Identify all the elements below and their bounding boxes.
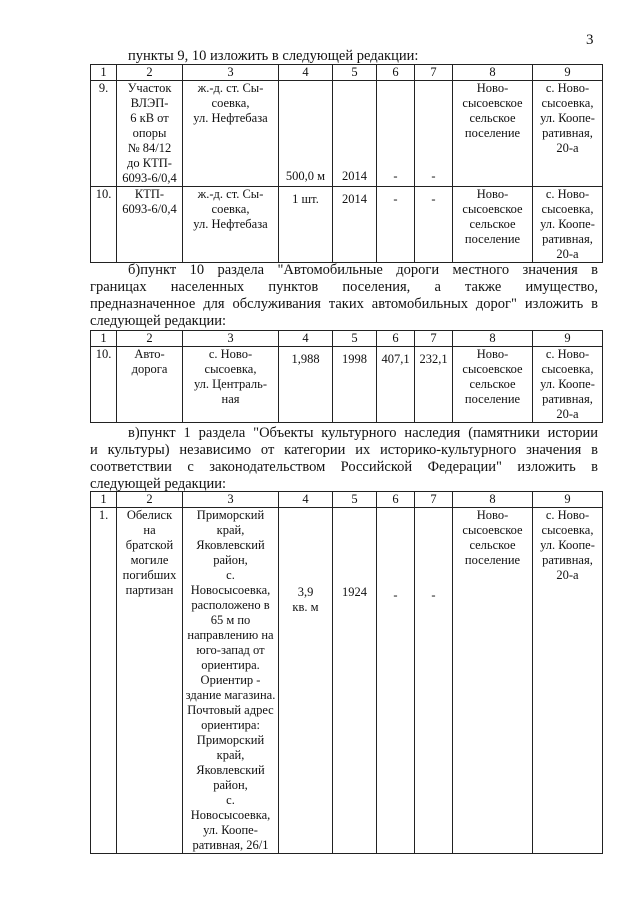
cell-col7: - [415, 187, 453, 263]
cell-address: с. Ново- сысоевка, ул. Коопе- ративная, 20-а [533, 81, 603, 187]
col-header: 9 [533, 65, 603, 81]
cell-owner: Ново- сысоевское сельское поселение [453, 508, 533, 854]
cell-col6: - [377, 187, 415, 263]
col-header: 5 [333, 492, 377, 508]
col-header: 8 [453, 492, 533, 508]
cell-length: 1,988 [279, 347, 333, 423]
cell-address: с. Ново- сысоевка, ул. Коопе- ративная, 20-а [533, 187, 603, 263]
paragraph-b-line: границах населенных пунктов поселения, а также имущество, [90, 279, 598, 295]
table-header-row [91, 492, 603, 508]
paragraph-v-line: в)пункт 1 раздела "Объекты культурного наследия (памятники истории [128, 425, 598, 441]
cell-quantity: 500,0 м [279, 81, 333, 187]
col-header: 6 [377, 331, 415, 347]
paragraph-v-line: соответствии с законодательством Российской Федерации" изложить в [90, 459, 598, 475]
table-roads [90, 330, 603, 423]
page-number: 3 [586, 32, 594, 48]
col-header: 6 [377, 65, 415, 81]
col-header: 7 [415, 65, 453, 81]
cell-area: 3,9 кв. м [279, 508, 333, 854]
paragraph-b-line: предназначенное для обслуживания таких автомобильных дорог" изложить в [90, 296, 598, 312]
cell-num: 1. [91, 508, 117, 854]
table-header-row [91, 331, 603, 347]
cell-location: Приморский край, Яковлевский район, с. Новосысоевка, расположено в 65 м по направлению на юго-запад от ориентира. Ориентир - здание магазина. Почтовый адрес ориентира: Приморский край, Яковлевский район, с. Новосысоевка, ул. Коопе- ративная, 26/1 [183, 508, 279, 854]
cell-owner: Ново- сысоевское сельское поселение [453, 81, 533, 187]
cell-address: с. Ново- сысоевка, ул. Коопе- ративная, 20-а [533, 508, 603, 854]
col-header: 3 [183, 492, 279, 508]
col-header: 8 [453, 331, 533, 347]
cell-col7: - [415, 81, 453, 187]
col-header: 2 [117, 331, 183, 347]
cell-quantity: 1 шт. [279, 187, 333, 263]
paragraph-v-line: следующей редакции: [90, 476, 227, 492]
cell-location: с. Ново- сысоевка, ул. Централь- ная [183, 347, 279, 423]
cell-address: с. Ново- сысоевка, ул. Коопе- ративная, 20-а [533, 347, 603, 423]
col-header: 2 [117, 65, 183, 81]
col-header: 7 [415, 331, 453, 347]
col-header: 6 [377, 492, 415, 508]
paragraph-v-line: и культуры) независимо от категории их историко-культурного значения в [90, 442, 598, 458]
col-header: 9 [533, 331, 603, 347]
paragraph-b-line: б)пункт 10 раздела "Автомобильные дороги местного значения в [128, 262, 598, 278]
cell-col7: 232,1 [415, 347, 453, 423]
table-header-row [91, 65, 603, 81]
cell-year: 1998 [333, 347, 377, 423]
col-header: 1 [91, 331, 117, 347]
cell-name: Обелиск на братской могиле погибших партизан [117, 508, 183, 854]
col-header: 5 [333, 65, 377, 81]
col-header: 2 [117, 492, 183, 508]
intro-text-a: пункты 9, 10 изложить в следующей редакции: [128, 48, 419, 64]
col-header: 3 [183, 331, 279, 347]
table-row [91, 81, 603, 187]
col-header: 4 [279, 492, 333, 508]
cell-col7: - [415, 508, 453, 854]
col-header: 1 [91, 65, 117, 81]
paragraph-b-line: следующей редакции: [90, 313, 227, 329]
cell-year: 2014 [333, 187, 377, 263]
cell-location: ж.-д. ст. Сы- соевка, ул. Нефтебаза [183, 81, 279, 187]
cell-name: Участок ВЛЭП- 6 кВ от опоры № 84/12 до КТП- 6093-6/0,4 [117, 81, 183, 187]
col-header: 1 [91, 492, 117, 508]
cell-num: 9. [91, 81, 117, 187]
cell-owner: Ново- сысоевское сельское поселение [453, 347, 533, 423]
col-header: 4 [279, 65, 333, 81]
col-header: 7 [415, 492, 453, 508]
col-header: 5 [333, 331, 377, 347]
table-row [91, 347, 603, 423]
table-cultural-heritage [90, 491, 603, 854]
cell-num: 10. [91, 187, 117, 263]
cell-location: ж.-д. ст. Сы- соевка, ул. Нефтебаза [183, 187, 279, 263]
cell-col6: - [377, 508, 415, 854]
cell-owner: Ново- сысоевское сельское поселение [453, 187, 533, 263]
cell-year: 2014 [333, 81, 377, 187]
table-row [91, 187, 603, 263]
col-header: 9 [533, 492, 603, 508]
col-header: 3 [183, 65, 279, 81]
cell-year: 1924 [333, 508, 377, 854]
col-header: 8 [453, 65, 533, 81]
cell-name: КТП- 6093-6/0,4 [117, 187, 183, 263]
cell-col6: - [377, 81, 415, 187]
cell-num: 10. [91, 347, 117, 423]
cell-name: Авто- дорога [117, 347, 183, 423]
cell-col6: 407,1 [377, 347, 415, 423]
col-header: 4 [279, 331, 333, 347]
table-power-objects [90, 64, 603, 263]
table-row [91, 508, 603, 854]
